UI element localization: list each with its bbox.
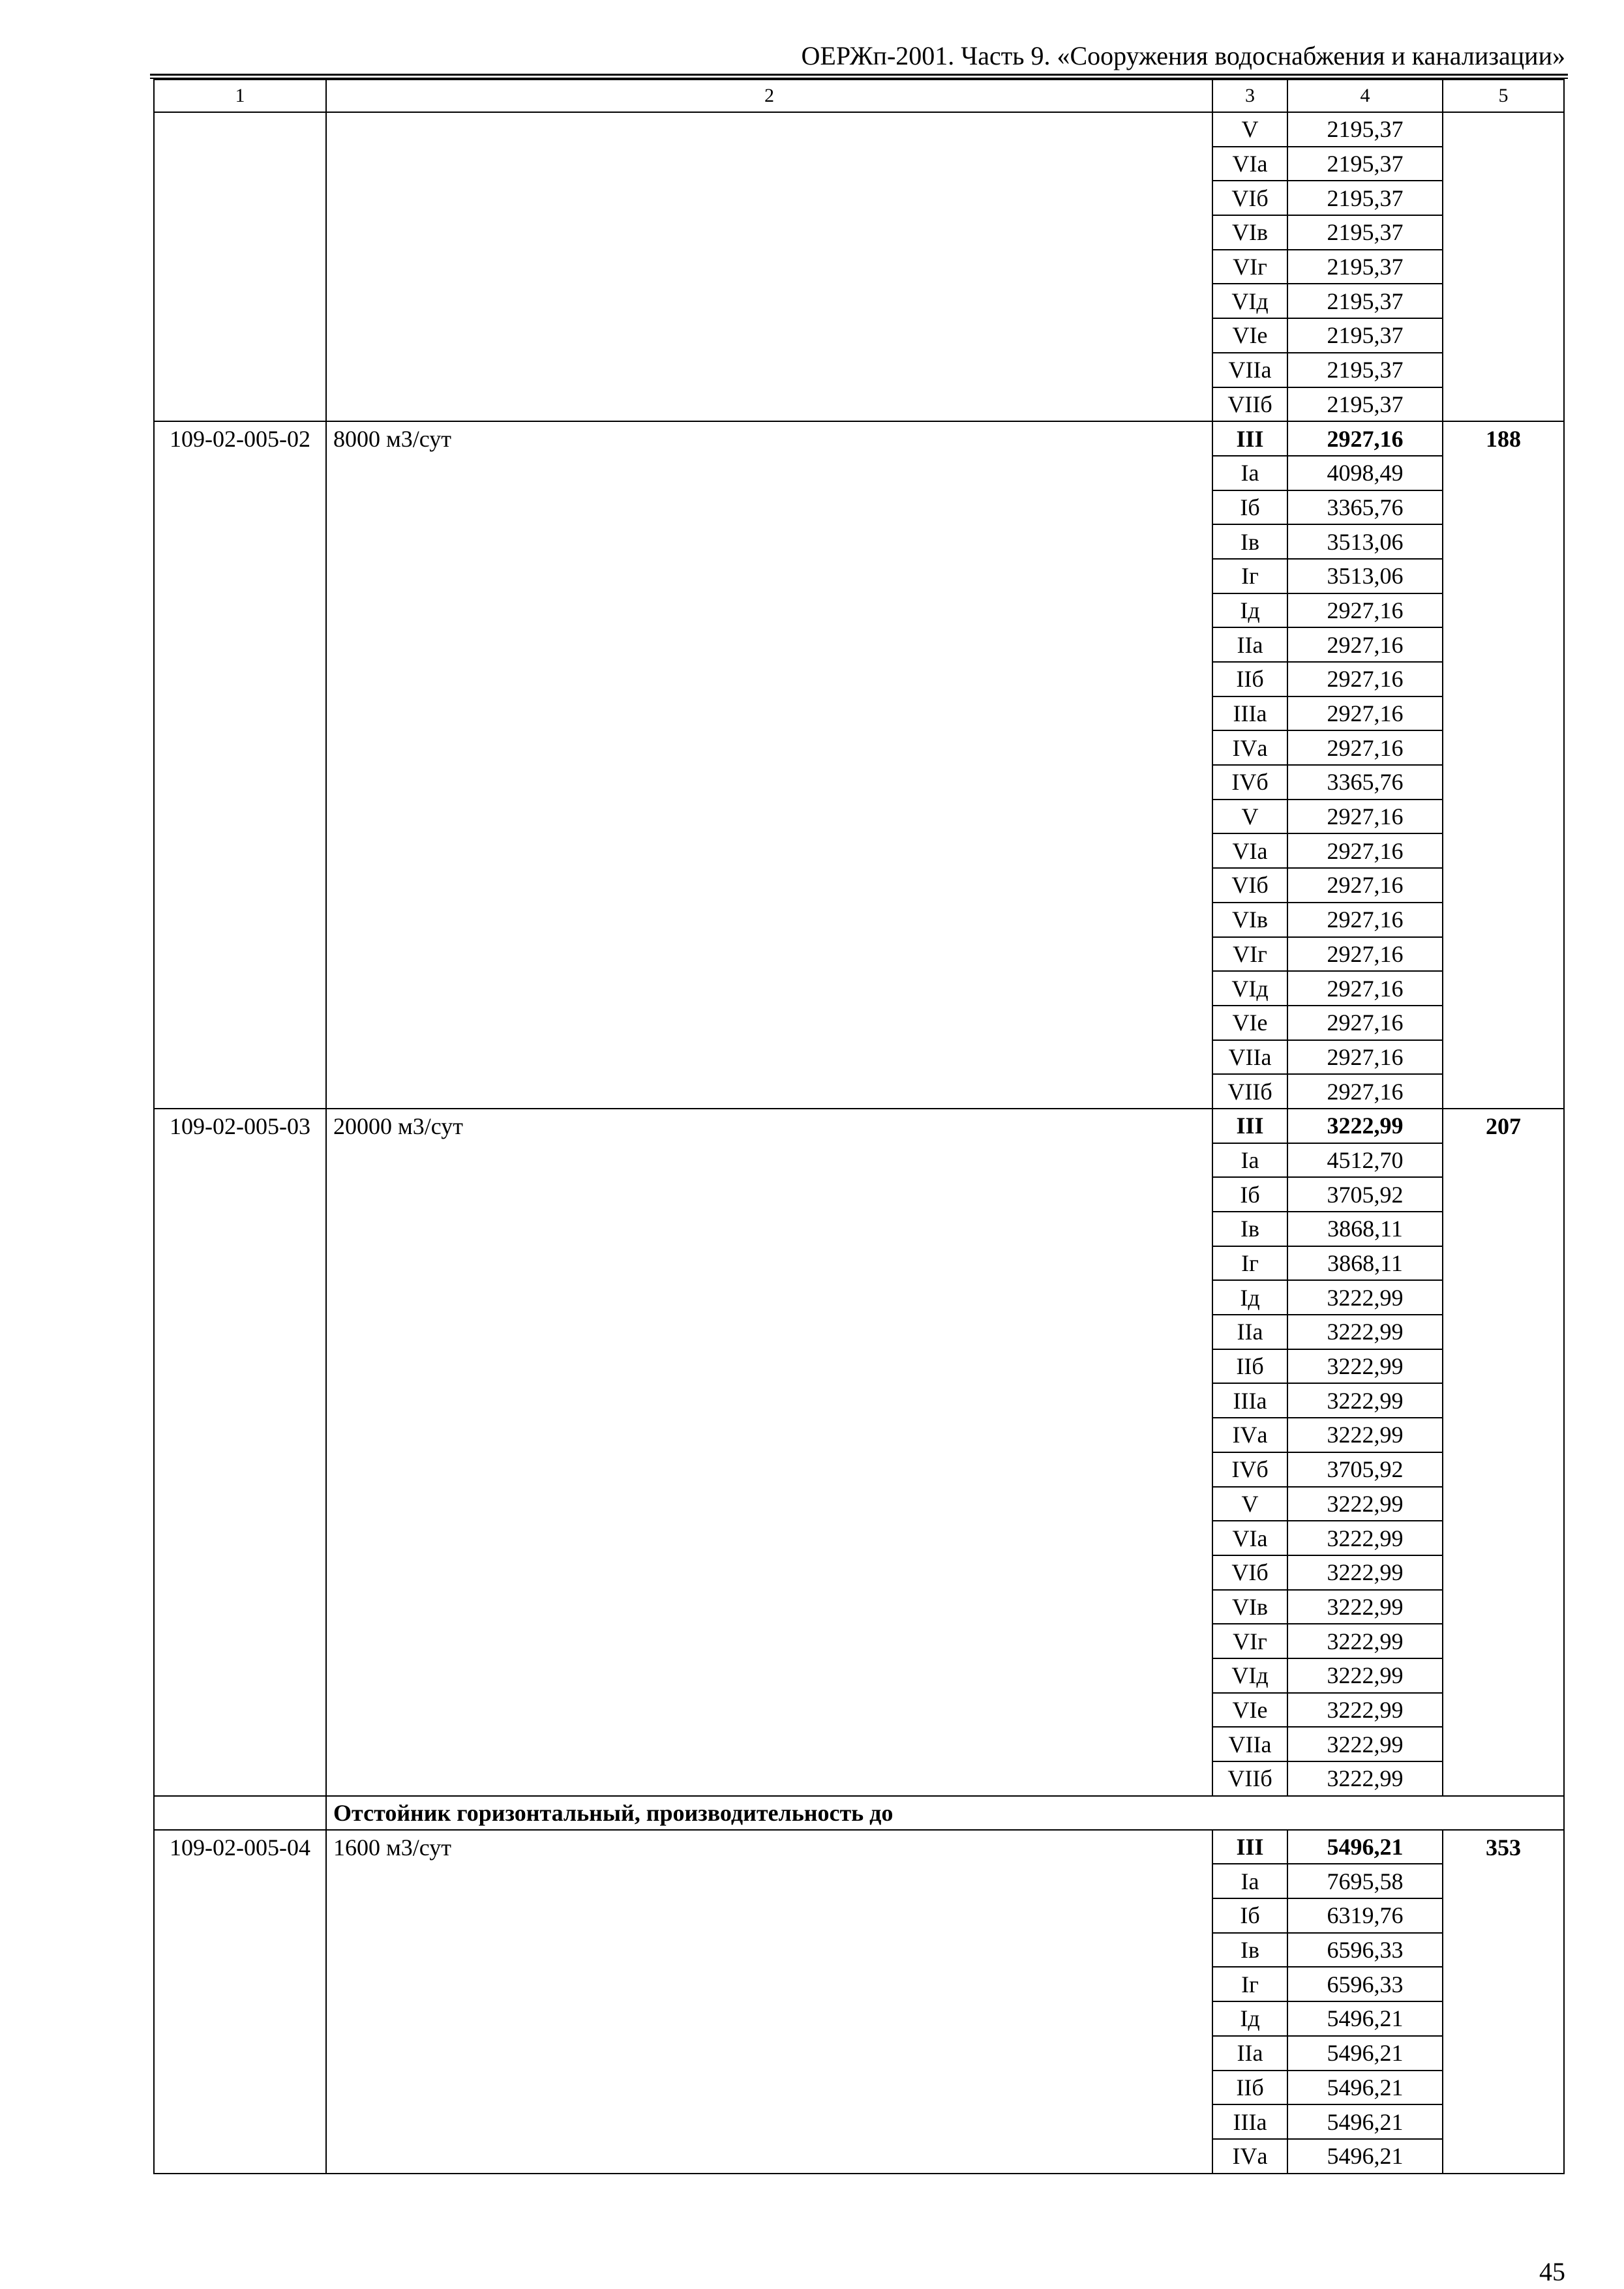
table-row: [154, 112, 1564, 147]
price-cell: 5496,21: [1287, 2036, 1443, 2071]
zone-cell: VIг: [1212, 250, 1287, 284]
zone-cell: VIг: [1212, 937, 1287, 972]
col5-cell: 207: [1443, 1109, 1564, 1796]
column-number: 1: [154, 80, 326, 112]
price-cell: 3868,11: [1287, 1212, 1443, 1246]
zone-cell: Iг: [1212, 1967, 1287, 2001]
price-cell: 4512,70: [1287, 1143, 1443, 1178]
price-cell: 2927,16: [1287, 627, 1443, 662]
price-cell: 2927,16: [1287, 833, 1443, 868]
price-cell: 3222,99: [1287, 1761, 1443, 1796]
price-cell: 3222,99: [1287, 1280, 1443, 1315]
price-cell: 6596,33: [1287, 1967, 1443, 2001]
price-cell: 2195,37: [1287, 284, 1443, 318]
col5-cell: 188: [1443, 421, 1564, 1109]
price-cell: 3868,11: [1287, 1246, 1443, 1281]
description-cell: 20000 м3/сут: [326, 1109, 1212, 1796]
zone-cell: VIе: [1212, 318, 1287, 353]
price-cell: 6596,33: [1287, 1933, 1443, 1967]
price-cell: 3222,99: [1287, 1349, 1443, 1384]
section-row: [154, 1796, 1564, 1830]
zone-cell: VIб: [1212, 1555, 1287, 1590]
col5-cell: 353: [1443, 1830, 1564, 2174]
price-cell: 3222,99: [1287, 1555, 1443, 1590]
col5-cell: [1443, 112, 1564, 421]
column-number: 5: [1443, 80, 1564, 112]
price-cell: 2927,16: [1287, 421, 1443, 456]
zone-cell: VIд: [1212, 284, 1287, 318]
zone-cell: Iа: [1212, 456, 1287, 490]
zone-cell: VIе: [1212, 1693, 1287, 1728]
price-cell: 5496,21: [1287, 2139, 1443, 2174]
zone-cell: VIIб: [1212, 1074, 1287, 1109]
price-cell: 2927,16: [1287, 1074, 1443, 1109]
column-number: 4: [1287, 80, 1443, 112]
zone-cell: VIд: [1212, 1658, 1287, 1693]
price-cell: 3705,92: [1287, 1177, 1443, 1212]
page-number: 45: [1539, 2257, 1565, 2286]
zone-cell: VIIб: [1212, 1761, 1287, 1796]
zone-cell: Iд: [1212, 2001, 1287, 2036]
section-title: Отстойник горизонтальный, производительность до: [326, 1796, 1564, 1830]
zone-cell: Iб: [1212, 490, 1287, 525]
price-cell: 3222,99: [1287, 1418, 1443, 1452]
price-cell: 3222,99: [1287, 1487, 1443, 1521]
zone-cell: VIа: [1212, 833, 1287, 868]
zone-cell: IIб: [1212, 2071, 1287, 2105]
zone-cell: VIв: [1212, 903, 1287, 937]
zone-cell: V: [1212, 112, 1287, 147]
price-cell: 2195,37: [1287, 250, 1443, 284]
rates-table: [153, 79, 1565, 2174]
price-cell: 2927,16: [1287, 800, 1443, 834]
zone-cell: Iа: [1212, 1864, 1287, 1898]
zone-cell: IVб: [1212, 765, 1287, 800]
zone-cell: VIд: [1212, 971, 1287, 1006]
price-cell: 2927,16: [1287, 696, 1443, 731]
price-cell: 3513,06: [1287, 524, 1443, 559]
description-cell: 8000 м3/сут: [326, 421, 1212, 1109]
zone-cell: VIа: [1212, 1521, 1287, 1555]
price-cell: 2195,37: [1287, 387, 1443, 422]
price-cell: 3222,99: [1287, 1658, 1443, 1693]
price-cell: 2927,16: [1287, 730, 1443, 765]
price-cell: 3222,99: [1287, 1315, 1443, 1349]
price-cell: 3222,99: [1287, 1624, 1443, 1658]
price-cell: 2927,16: [1287, 971, 1443, 1006]
price-cell: 5496,21: [1287, 1830, 1443, 1864]
zone-cell: Iв: [1212, 1933, 1287, 1967]
price-cell: 3705,92: [1287, 1452, 1443, 1487]
price-cell: 2927,16: [1287, 903, 1443, 937]
price-cell: 3222,99: [1287, 1521, 1443, 1555]
price-cell: 6319,76: [1287, 1898, 1443, 1933]
column-number: 3: [1212, 80, 1287, 112]
zone-cell: IVа: [1212, 2139, 1287, 2174]
code-cell: 109-02-005-02: [154, 421, 326, 1109]
zone-cell: VIIб: [1212, 387, 1287, 422]
code-cell: [154, 112, 326, 421]
zone-cell: V: [1212, 1487, 1287, 1521]
code-cell: 109-02-005-03: [154, 1109, 326, 1796]
price-cell: 2195,37: [1287, 147, 1443, 181]
zone-cell: VIг: [1212, 1624, 1287, 1658]
zone-cell: IIб: [1212, 1349, 1287, 1384]
zone-cell: IIа: [1212, 2036, 1287, 2071]
price-cell: 2195,37: [1287, 112, 1443, 147]
zone-cell: IVа: [1212, 730, 1287, 765]
zone-cell: V: [1212, 800, 1287, 834]
zone-cell: IVа: [1212, 1418, 1287, 1452]
price-cell: 3222,99: [1287, 1693, 1443, 1728]
price-cell: 2927,16: [1287, 868, 1443, 903]
zone-cell: IIIа: [1212, 1383, 1287, 1418]
price-cell: 5496,21: [1287, 2001, 1443, 2036]
zone-cell: IIа: [1212, 1315, 1287, 1349]
price-cell: 2195,37: [1287, 215, 1443, 250]
zone-cell: IIIа: [1212, 696, 1287, 731]
zone-cell: III: [1212, 1830, 1287, 1864]
zone-cell: VIб: [1212, 181, 1287, 215]
price-cell: 5496,21: [1287, 2071, 1443, 2105]
zone-cell: Iа: [1212, 1143, 1287, 1178]
zone-cell: III: [1212, 421, 1287, 456]
zone-cell: VIа: [1212, 147, 1287, 181]
zone-cell: IIIа: [1212, 2104, 1287, 2139]
price-cell: 7695,58: [1287, 1864, 1443, 1898]
column-number-row: [154, 80, 1564, 112]
zone-cell: VIв: [1212, 1590, 1287, 1624]
zone-cell: Iб: [1212, 1898, 1287, 1933]
price-cell: 2195,37: [1287, 181, 1443, 215]
section-empty-cell: [154, 1796, 326, 1830]
zone-cell: Iд: [1212, 593, 1287, 628]
zone-cell: VIIа: [1212, 353, 1287, 387]
price-cell: 2195,37: [1287, 353, 1443, 387]
zone-cell: Iв: [1212, 1212, 1287, 1246]
price-cell: 2927,16: [1287, 1040, 1443, 1075]
zone-cell: IIб: [1212, 662, 1287, 696]
price-cell: 2927,16: [1287, 1006, 1443, 1040]
description-cell: 1600 м3/сут: [326, 1830, 1212, 2174]
table-row: [154, 421, 1564, 456]
zone-cell: VIIа: [1212, 1727, 1287, 1761]
price-cell: 2927,16: [1287, 662, 1443, 696]
zone-cell: III: [1212, 1109, 1287, 1143]
zone-cell: IVб: [1212, 1452, 1287, 1487]
price-cell: 3222,99: [1287, 1590, 1443, 1624]
price-cell: 3513,06: [1287, 559, 1443, 593]
rates-table-body: [154, 80, 1564, 2174]
column-number: 2: [326, 80, 1212, 112]
header-rule: [150, 74, 1568, 76]
zone-cell: VIе: [1212, 1006, 1287, 1040]
description-cell: [326, 112, 1212, 421]
zone-cell: IIа: [1212, 627, 1287, 662]
price-cell: 5496,21: [1287, 2104, 1443, 2139]
zone-cell: Iд: [1212, 1280, 1287, 1315]
table-row: [154, 1830, 1564, 1864]
zone-cell: Iг: [1212, 1246, 1287, 1281]
code-cell: 109-02-005-04: [154, 1830, 326, 2174]
price-cell: 3222,99: [1287, 1383, 1443, 1418]
price-cell: 4098,49: [1287, 456, 1443, 490]
price-cell: 3365,76: [1287, 765, 1443, 800]
price-cell: 3365,76: [1287, 490, 1443, 525]
price-cell: 3222,99: [1287, 1109, 1443, 1143]
zone-cell: Iг: [1212, 559, 1287, 593]
price-cell: 2927,16: [1287, 937, 1443, 972]
table-row: [154, 1109, 1564, 1143]
zone-cell: VIб: [1212, 868, 1287, 903]
zone-cell: Iб: [1212, 1177, 1287, 1212]
price-cell: 2195,37: [1287, 318, 1443, 353]
zone-cell: VIIа: [1212, 1040, 1287, 1075]
zone-cell: VIв: [1212, 215, 1287, 250]
zone-cell: Iв: [1212, 524, 1287, 559]
price-cell: 2927,16: [1287, 593, 1443, 628]
page-header: ОЕРЖп-2001. Часть 9. «Сооружения водоснабжения и канализации»: [801, 41, 1565, 70]
price-cell: 3222,99: [1287, 1727, 1443, 1761]
